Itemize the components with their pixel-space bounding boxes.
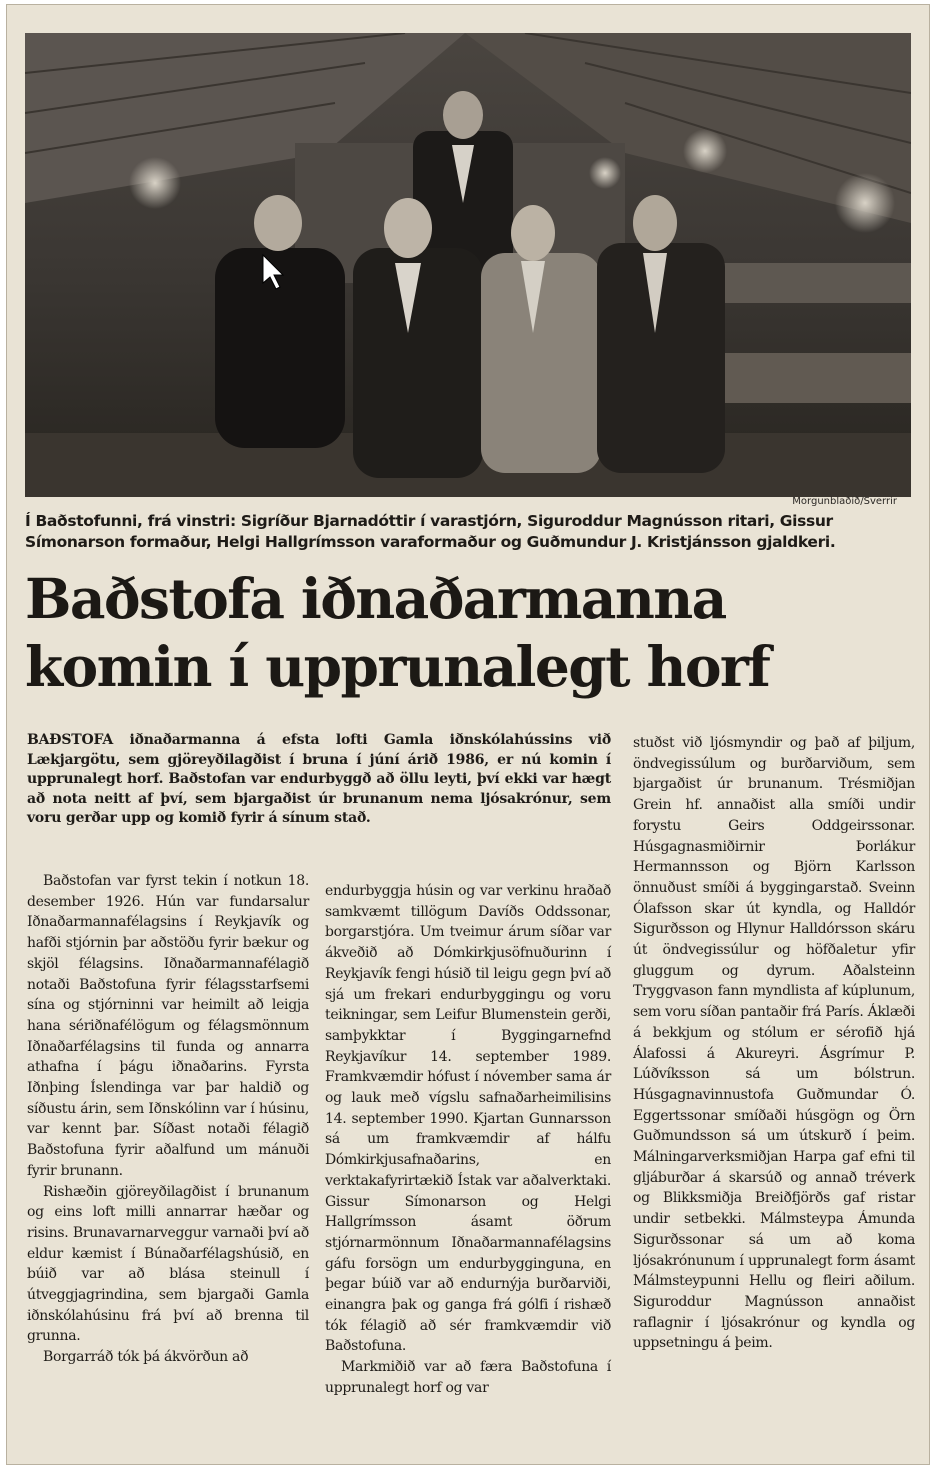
column-1-paragraph-2: Rishæðin gjöreyðilagðist í brunanum og eins loft milli annarrar hæðar og risins. Brunavarnarveggur varnaði því að eldur kæmist í Búnaðarfélagshúsið, en búið var að blása steinull í útveggjagrindina, sem bjargaði Gamla iðnskólahúsinu frá því að brenna til grunna. (27, 1183, 309, 1345)
headline-line-1: Baðstofa iðnaðarmanna (25, 566, 726, 631)
column-2 (325, 881, 611, 1399)
photo-caption: Í Baðstofunni, frá vinstri: Sigríður Bjarnadóttir í varastjórn, Siguroddur Magnússon ritari, Gissur Símonarson formaður, Helgi Hallgrímsson varaformaður og Guðmundur J. Kristjánsson gjaldkeri. (25, 512, 836, 551)
column-3-paragraph-1: stuðst við ljósmyndir og það af þiljum, öndvegissúlum og burðarviðum, sem bjargaðist úr brunanum. Trésmiðjan Grein hf. annaðist alla smíði undir forystu Geirs Oddgeirssonar. Húsgagnasmiðirnir Þorlákur Hermannsson og Björn Karlsson önnuðust smíði á byggingarstað. Sveinn Ólafsson skar út kyndla, og Halldór Sigurðsson og Hlynur Halldórsson skáru út öndvegissúlur og höfðaletur yfir gluggum og dyrum. Aðalsteinn Tryggvason fann myndlista af kúplunum, sem voru síðan pantaðir frá París. Áklæði á bekkjum og stólum er sérofið hjá Álafossi á Akureyri. Ásgrímur P. Lúðvíksson sá um bólstrun. Húsgagnavinnustofa Guðmundar Ó. Eggertssonar smíðaði húsgögn og Örn Guðmundsson sá um útskurð í þeim. Málningarverksmiðjan Harpa gaf efni til gljáburðar á skarsúð og annað tréverk og Blikksmiðja Breiðfjörðs gaf ristar undir setbekki. Málmsteypa Ámunda Sigurðssonar sá um að koma ljósakrónunum í upprunalegt form ásamt Málmsteypunni Hellu og fleiri aðilum. Siguroddur Magnússon annaðist raflagnir í ljósakrónur og kyndla og uppsetningu á þeim. (633, 735, 915, 1352)
column-1 (27, 871, 309, 1368)
headline (25, 565, 925, 701)
column-1-paragraph-3: Borgarráð tók þá ákvörðun að (43, 1349, 249, 1366)
photo-illustration (25, 33, 911, 497)
newspaper-page (6, 4, 930, 1465)
photo-credit: Morgunblaðið/Sverrir (792, 496, 897, 507)
column-2-paragraph-2: Markmiðið var að færa Baðstofuna í upprunalegt horf og var (325, 1359, 611, 1396)
group-photo (25, 33, 911, 497)
headline-line-2: komin í upprunalegt horf (25, 634, 770, 699)
column-2-paragraph-1: endurbyggja húsin og var verkinu hraðað samkvæmt tillögum Davíðs Oddssonar, borgarstjóra. Um tveimur árum síðar var ákveðið að Dómkirkjusöfnuðurinn í Reykjavík fengi húsið til leigu gegn því að sjá um frekari endurbyggingu og voru teikningar, sem Leifur Blumenstein gerði, samþykktar í Byggingarnefnd Reykjavíkur 14. september 1989. Framkvæmdir hófust í nóvember sama ár og lauk með vígslu safnaðarheimilisins 14. september 1990. Kjartan Gunnarsson sá um framkvæmdir af hálfu Dómkirkjusafnaðarins, en verktakafyrirtækið Ístak var aðalverktaki. Gissur Símonarson og Helgi Hallgrímsson ásamt öðrum stjórnarmönnum Iðnaðarmannafélagsins gáfu forsögn um endurbygginguna, en þegar búið var að endurnýja burðarviði, einangra þak og ganga frá gólfi í rishæð tók félagið að sér framkvæmdir við Baðstofuna. (325, 883, 611, 1355)
lead-paragraph: BAÐSTOFA iðnaðarmanna á efsta lofti Gamla iðnskólahússins við Lækjargötu, sem gjöreyðilagðist í bruna í júní árið 1986, er nú komin í upprunalegt horf. Baðstofan var endurbyggð að öllu leyti, því ekki var hægt að nota neitt af því, sem bjargaðist úr brunanum nema ljósakrónur, sem voru gerðar upp og komið fyrir á sínum stað. (27, 732, 611, 826)
column-1-paragraph-1: Baðstofan var fyrst tekin í notkun 18. desember 1926. Hún var fundarsalur Iðnaðarmannafélagsins í Reykjavík og hafði stjórnin þar aðstöðu fyrir bækur og skjöl félagsins. Iðnaðarmannafélagið notaði Baðstofuna fyrir félagsstarfsemi sína og stjórninni var heimilt að leigja hana sériðnafélögum og félagsmönnum Iðnaðarfélagsins til funda og annarra athafna í þágu iðnaðarins. Fyrsta Iðnþing Íslendinga var þar haldið og síðustu árin, sem Iðnskólinn var í húsinu, var kennt þar. Síðast notaði félagið Baðstofuna fyrir aðalfund um mánuði fyrir brunann. (27, 873, 309, 1179)
column-3 (633, 733, 915, 1354)
